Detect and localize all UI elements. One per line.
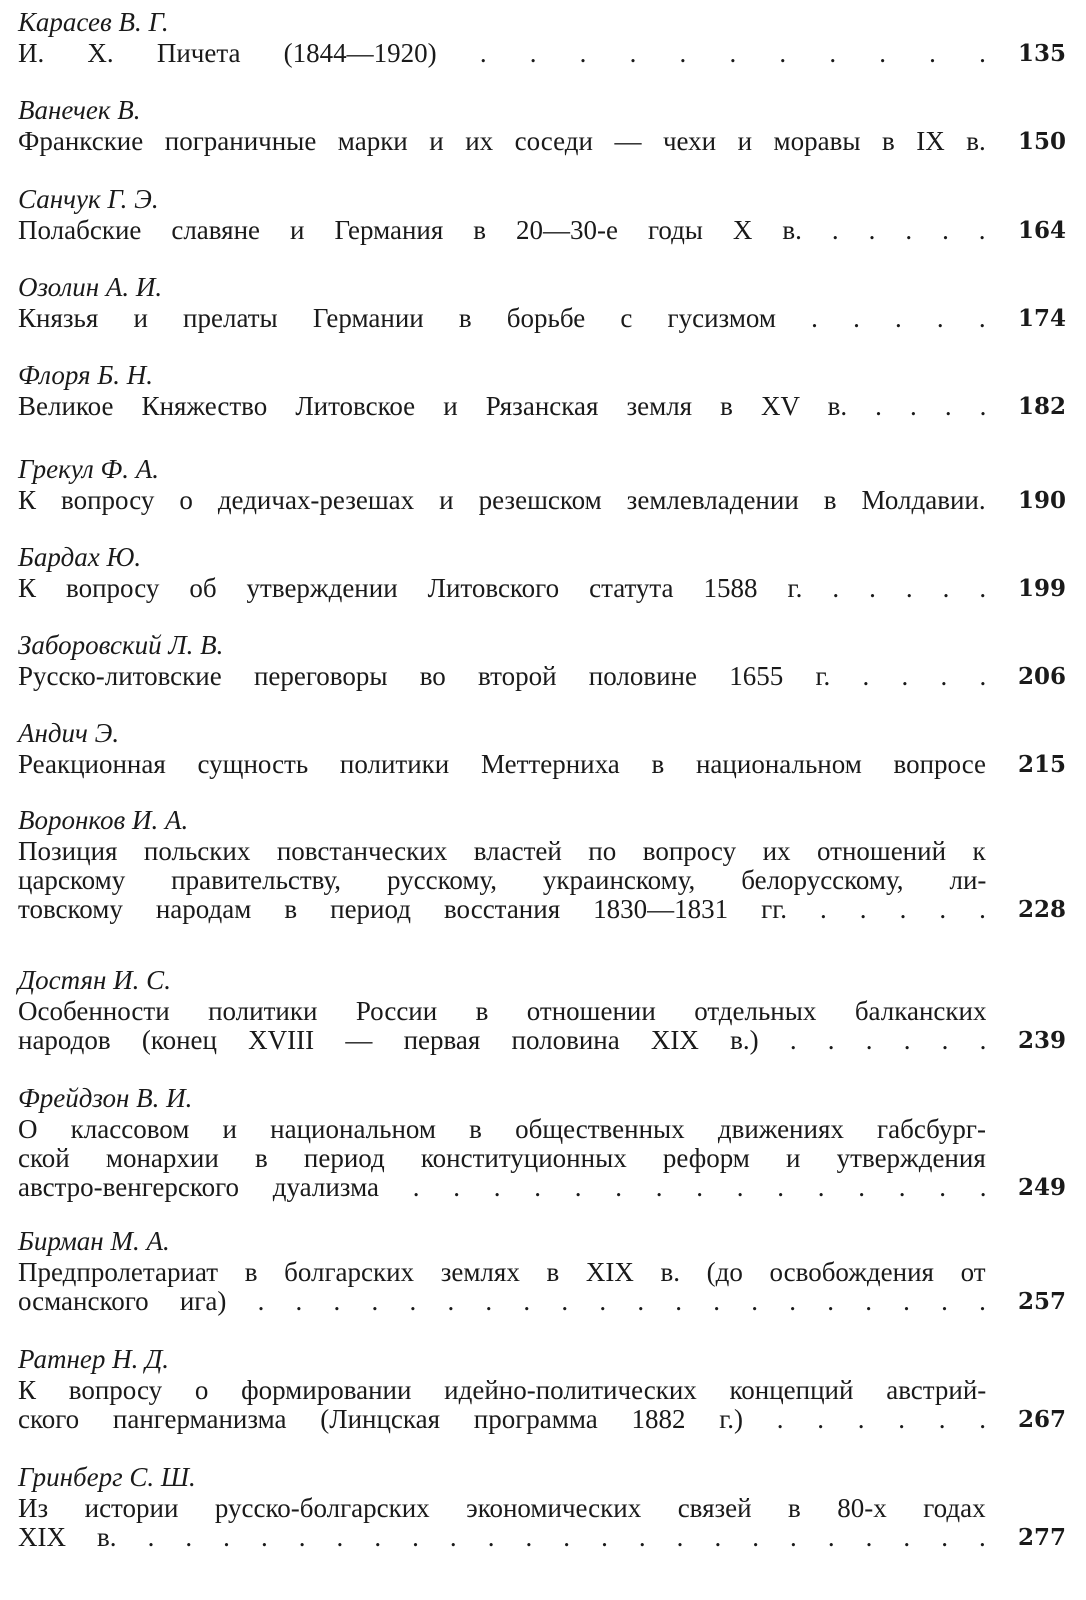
- page-number: 174: [1017, 305, 1066, 332]
- entry-body: [18, 392, 1066, 421]
- entry-title-line: товскому народам в период восстания 1830—1831 гг. . . . . .: [18, 895, 986, 924]
- entry-title: [18, 997, 986, 1055]
- entry-body: [18, 1115, 1066, 1202]
- entry-title-line: Франкские пограничные марки и их соседи — чехи и моравы в IX в.: [18, 127, 986, 156]
- page-number: 267: [1017, 1406, 1066, 1433]
- entry-author: Грекул Ф. А.: [18, 454, 159, 484]
- entry-title-line: К вопросу об утверждении Литовского статута 1588 г. . . . . .: [18, 574, 986, 603]
- entry-author: Бирман М. А.: [18, 1226, 170, 1256]
- entry-author: Санчук Г. Э.: [18, 184, 159, 214]
- page-number: 190: [1017, 487, 1066, 514]
- entry-body: [18, 662, 1066, 691]
- entry-body: [18, 1494, 1066, 1552]
- entry-body: [18, 127, 1066, 156]
- toc-entry: [18, 1081, 1066, 1202]
- entry-title: [18, 486, 986, 515]
- entry-title-line: И. Х. Пичета (1844—1920) . . . . . . . . . . .: [18, 39, 986, 68]
- entry-title: [18, 837, 986, 924]
- entry-author: Флоря Б. Н.: [18, 360, 154, 390]
- page-number: 206: [1017, 663, 1066, 690]
- page-number: 228: [1017, 896, 1066, 923]
- entry-title-line: османского ига) . . . . . . . . . . . . . . . . . . . .: [18, 1287, 986, 1316]
- page-number: 239: [1017, 1027, 1066, 1054]
- entry-title-line: XIX в. . . . . . . . . . . . . . . . . . . . . . . .: [18, 1523, 986, 1552]
- page-number: 135: [1017, 40, 1066, 67]
- entry-author: Ванечек В.: [18, 95, 141, 125]
- entry-title-line: К вопросу о дедичах-резешах и резешском землевладении в Молдавии.: [18, 486, 986, 515]
- entry-body: [18, 750, 1066, 779]
- entry-body: [18, 1376, 1066, 1434]
- entry-title: [18, 662, 986, 691]
- entry-author: Гринберг С. Ш.: [18, 1462, 196, 1492]
- page-number: 257: [1017, 1288, 1066, 1315]
- entry-title-line: Позиция польских повстанческих властей по вопросу их отношений к: [18, 837, 986, 866]
- entry-title-line: австро-венгерского дуализма . . . . . . . . . . . . . . .: [18, 1173, 986, 1202]
- entry-author: Достян И. С.: [18, 965, 171, 995]
- entry-title: [18, 216, 986, 245]
- entry-author: Андич Э.: [18, 718, 120, 748]
- entry-title: [18, 1494, 986, 1552]
- toc-entry: [18, 1342, 1066, 1434]
- page-number: 249: [1017, 1174, 1066, 1201]
- entry-title-line: Особенности политики России в отношении отдельных балканских: [18, 997, 986, 1026]
- toc-entry: [18, 1224, 1066, 1316]
- page-number: 164: [1017, 217, 1066, 244]
- entry-title: [18, 750, 986, 779]
- entry-title: [18, 304, 986, 333]
- entry-author: Заборовский Л. В.: [18, 630, 224, 660]
- entry-body: [18, 216, 1066, 245]
- toc-entry: [18, 93, 1066, 156]
- entry-title-line: Из истории русско-болгарских экономических связей в 80-х годах: [18, 1494, 986, 1523]
- entry-author: Ратнер Н. Д.: [18, 1344, 170, 1374]
- entry-author: Карасев В. Г.: [18, 7, 169, 37]
- entry-title: [18, 574, 986, 603]
- page-number: 150: [1017, 128, 1066, 155]
- entry-author: Бардах Ю.: [18, 542, 142, 572]
- entry-title: [18, 39, 986, 68]
- entry-title-line: ской монархии в период конституционных реформ и утверждения: [18, 1144, 986, 1173]
- entry-title-line: Русско-литовские переговоры во второй половине 1655 г. . . . .: [18, 662, 986, 691]
- toc-entry: [18, 540, 1066, 603]
- entry-body: [18, 837, 1066, 924]
- entry-title-line: Князья и прелаты Германии в борьбе с гусизмом . . . . .: [18, 304, 986, 333]
- toc-entry: [18, 5, 1066, 68]
- toc-entry: [18, 628, 1066, 691]
- toc-entry: [18, 716, 1066, 779]
- entry-author: Озолин А. И.: [18, 272, 163, 302]
- entry-author: Фрейдзон В. И.: [18, 1083, 193, 1113]
- entry-body: [18, 997, 1066, 1055]
- toc-entry: [18, 1460, 1066, 1552]
- entry-title-line: Предпролетариат в болгарских землях в XIX в. (до освобождения от: [18, 1258, 986, 1287]
- entry-title-line: К вопросу о формировании идейно-политических концепций австрий-: [18, 1376, 986, 1405]
- toc-entry: [18, 358, 1066, 421]
- toc-entry: [18, 270, 1066, 333]
- page-number: 199: [1017, 575, 1066, 602]
- entry-title: [18, 1115, 986, 1202]
- entry-body: [18, 486, 1066, 515]
- entry-body: [18, 39, 1066, 68]
- toc-entry: [18, 963, 1066, 1055]
- entry-title: [18, 127, 986, 156]
- entry-title-line: народов (конец XVIII — первая половина XIX в.) . . . . . .: [18, 1026, 986, 1055]
- toc-entry: [18, 182, 1066, 245]
- entry-body: [18, 1258, 1066, 1316]
- entry-title-line: царскому правительству, русскому, украинскому, белорусскому, ли-: [18, 866, 986, 895]
- entry-author: Воронков И. А.: [18, 805, 189, 835]
- page-number: 215: [1017, 751, 1066, 778]
- entry-body: [18, 574, 1066, 603]
- entry-title: [18, 1258, 986, 1316]
- entry-title-line: Реакционная сущность политики Меттерниха в национальном вопросе: [18, 750, 986, 779]
- entry-title: [18, 392, 986, 421]
- entry-title-line: Великое Княжество Литовское и Рязанская земля в XV в. . . . .: [18, 392, 986, 421]
- toc-entry: [18, 452, 1066, 515]
- entry-title-line: ского пангерманизма (Линцская программа 1882 г.) . . . . . .: [18, 1405, 986, 1434]
- page-number: 277: [1017, 1524, 1066, 1551]
- toc-entry: [18, 803, 1066, 924]
- entry-body: [18, 304, 1066, 333]
- entry-title: [18, 1376, 986, 1434]
- page-number: 182: [1017, 393, 1066, 420]
- entry-title-line: О классовом и национальном в общественных движениях габсбург-: [18, 1115, 986, 1144]
- entry-title-line: Полабские славяне и Германия в 20—30-е годы X в. . . . . .: [18, 216, 986, 245]
